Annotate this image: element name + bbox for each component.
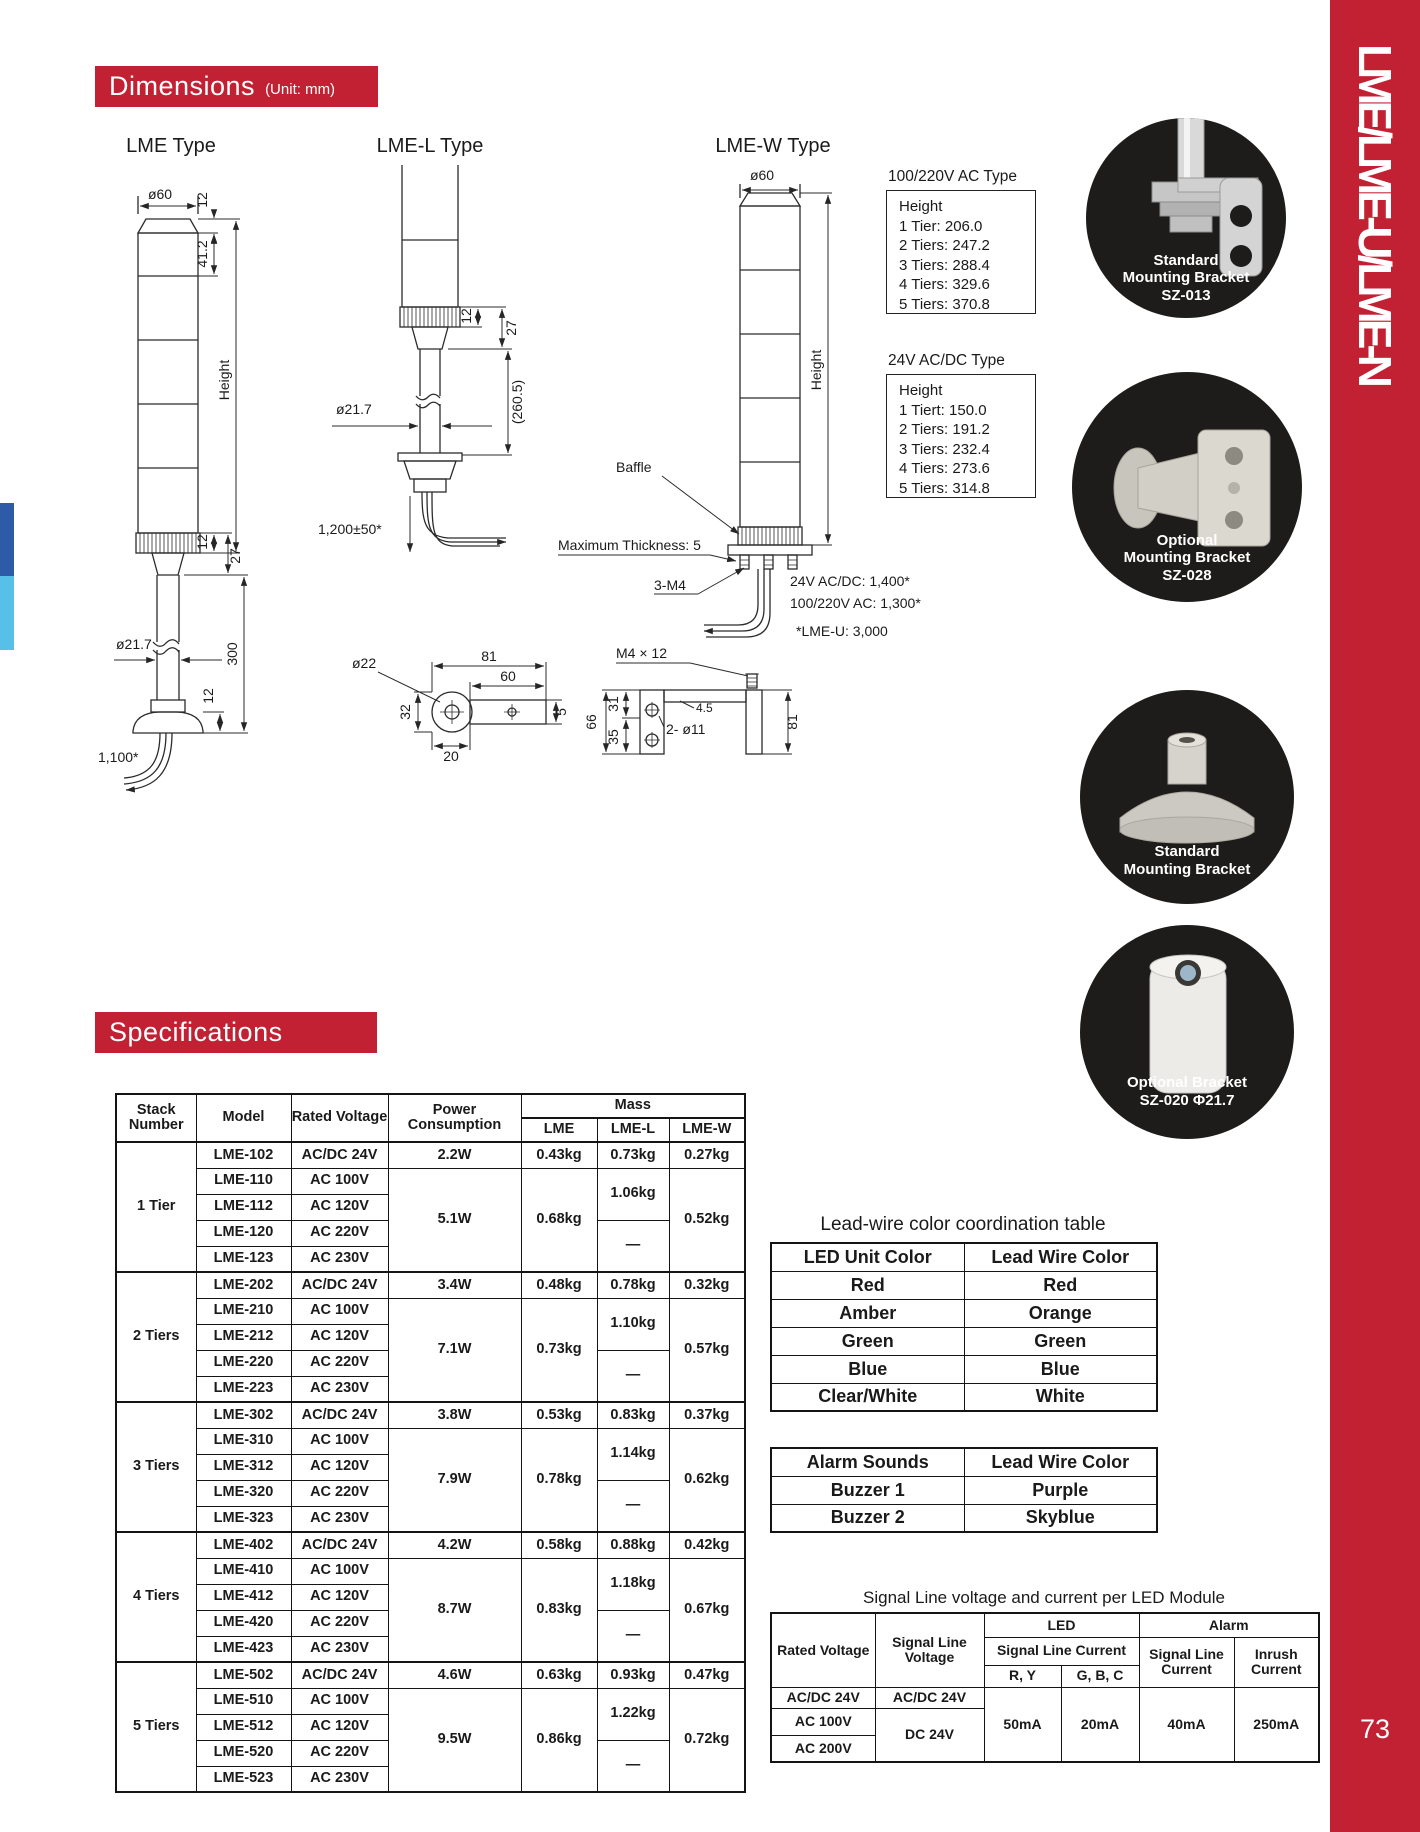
spec-row [116, 1142, 745, 1168]
spec-cell: 0.48kg [521, 1272, 597, 1298]
lead-tbody [771, 1271, 1157, 1411]
bracket-caption [1086, 252, 1286, 305]
spec-cell: LME-302 [196, 1402, 291, 1428]
spec-cell: 0.83kg [521, 1558, 597, 1662]
cell: White [964, 1383, 1157, 1411]
spec-cell: — [597, 1610, 669, 1662]
spec-cell: LME-120 [196, 1220, 291, 1246]
cell: Purple [964, 1476, 1157, 1504]
caption-line: Standard [1154, 843, 1220, 860]
foot-boss-label: 20 [443, 748, 459, 764]
bracket-photo-sz013 [1086, 118, 1286, 318]
lmel-pole-dia-label: ø21.7 [336, 401, 372, 417]
caption-line: Optional Bracket [1126, 1074, 1248, 1091]
spec-cell: 0.57kg [669, 1298, 745, 1402]
spec-row [116, 1532, 745, 1558]
col-stack: Stack Number [116, 1094, 196, 1142]
spec-cell: LME-520 [196, 1740, 291, 1766]
caption-line: SZ-013 [1161, 286, 1211, 304]
caption-line: Mounting Bracket [1123, 549, 1251, 566]
lmew-screws-label: 3-M4 [654, 577, 686, 593]
bracket-caption [1080, 843, 1294, 878]
lme-dia-label: ø60 [147, 186, 173, 202]
spec-cell: 3.8W [388, 1402, 521, 1428]
height-table-dc-title: 24V AC/DC Type [888, 352, 1005, 369]
spec-cell: LME-312 [196, 1454, 291, 1480]
spec-cell: AC 230V [291, 1246, 388, 1272]
spec-cell: AC/DC 24V [291, 1402, 388, 1428]
bracket-photo-sz020 [1080, 925, 1294, 1139]
foot-thick-label: 5 [553, 708, 569, 716]
sig-col-linev: Signal Line Voltage [875, 1613, 984, 1687]
caption-line: Optional [1156, 531, 1218, 549]
sig-col-slc: Signal Line Current [984, 1637, 1139, 1665]
col-lmel: LME-L [597, 1118, 669, 1142]
wall-h35-label: 35 [605, 729, 621, 745]
height-line: 2 Tiers: 191.2 [899, 421, 990, 438]
wall-screw-label: M4 × 12 [616, 645, 667, 661]
dimensions-unit: (Unit: mm) [265, 81, 336, 98]
lead-wire-title: Lead-wire color coordination table [820, 1214, 1106, 1235]
col-mass: Mass [521, 1094, 745, 1118]
bracket-caption [1080, 1074, 1294, 1109]
spec-cell: AC 120V [291, 1194, 388, 1220]
sig-col-gbc: G, B, C [1061, 1665, 1139, 1687]
height-line: 1 Tier: 206.0 [899, 217, 983, 235]
spec-cell: LME-323 [196, 1506, 291, 1532]
sig-cell: 40mA [1139, 1687, 1234, 1762]
lme-flange-label: 12 [200, 688, 216, 704]
sig-col-alarm: Alarm [1139, 1613, 1319, 1637]
height-line: 2 Tiers: 247.2 [899, 237, 990, 254]
spec-cell: 3.4W [388, 1272, 521, 1298]
spec-cell: AC 230V [291, 1506, 388, 1532]
spec-cell: LME-502 [196, 1662, 291, 1688]
spec-cell: 1.14kg [597, 1428, 669, 1480]
spec-cell: AC 100V [291, 1298, 388, 1324]
spec-cell: LME-420 [196, 1610, 291, 1636]
wall-w45-label: 4.5 [696, 701, 713, 715]
cell: Blue [771, 1355, 964, 1383]
spec-cell: 0.83kg [597, 1402, 669, 1428]
height-line: 1 Tiert: 150.0 [899, 401, 987, 419]
spec-cell: LME-102 [196, 1142, 291, 1168]
cell: Green [964, 1327, 1157, 1355]
lead-wire-table [770, 1242, 1158, 1412]
spec-tbody [116, 1142, 745, 1792]
lme-tier-label: 41.2 [194, 240, 210, 268]
spec-row [116, 1168, 745, 1194]
sig-cell: AC/DC 24V [771, 1687, 875, 1708]
spec-cell: LME-320 [196, 1480, 291, 1506]
sig-col-slc2: Signal Line Current [1139, 1637, 1234, 1687]
table-row [771, 1383, 1157, 1411]
sig-col-inrush: Inrush Current [1234, 1637, 1319, 1687]
caption-line: Mounting Bracket [1123, 860, 1251, 878]
lmel-cable-label: 1,200±50* [318, 521, 382, 537]
spec-cell: 7.9W [388, 1428, 521, 1532]
lmew-cable24-label: 24V AC/DC: 1,400* [790, 573, 910, 589]
spec-cell: — [597, 1740, 669, 1792]
sig-col-ry: R, Y [984, 1665, 1061, 1687]
spec-cell: 5 Tiers [116, 1662, 196, 1792]
spec-cell: 0.78kg [597, 1272, 669, 1298]
spec-thead [116, 1094, 745, 1142]
spec-cell: LME-410 [196, 1558, 291, 1584]
spec-cell: LME-310 [196, 1428, 291, 1454]
spec-cell: 0.68kg [521, 1168, 597, 1272]
caption-line: Standard [1153, 251, 1219, 269]
wall-holes-label: 2- ø11 [666, 721, 706, 737]
spec-cell: 0.62kg [669, 1428, 745, 1532]
spec-cell: 0.37kg [669, 1402, 745, 1428]
spec-cell: 2.2W [388, 1142, 521, 1168]
bracket-caption [1072, 532, 1302, 585]
spec-cell: 0.63kg [521, 1662, 597, 1688]
spec-cell: 2 Tiers [116, 1272, 196, 1402]
height-line: 5 Tiers: 370.8 [899, 295, 990, 313]
sidebar-vertical-title: LME/LME-U/LME-N [1349, 44, 1401, 383]
spec-row [116, 1298, 745, 1324]
spec-cell: 1.06kg [597, 1168, 669, 1220]
lme-pole-label: 300 [224, 642, 240, 666]
spec-cell: 1.22kg [597, 1688, 669, 1740]
dimensions-header: Dimensions [109, 71, 256, 101]
spec-cell: AC/DC 24V [291, 1142, 388, 1168]
spec-cell: 0.27kg [669, 1142, 745, 1168]
spec-cell: LME-223 [196, 1376, 291, 1402]
spec-cell: AC 220V [291, 1220, 388, 1246]
lmew-baffle-label: Baffle [616, 459, 652, 475]
cell: Red [964, 1271, 1157, 1299]
lmew-cableac-label: 100/220V AC: 1,300* [790, 595, 921, 611]
spec-cell: LME-112 [196, 1194, 291, 1220]
spec-cell: LME-202 [196, 1272, 291, 1298]
caption-line: SZ-028 [1162, 566, 1212, 584]
lme-drawing [114, 196, 248, 790]
spec-cell: 0.42kg [669, 1532, 745, 1558]
spec-cell: 4.6W [388, 1662, 521, 1688]
height-line: Height [899, 382, 943, 399]
cell: Skyblue [964, 1504, 1157, 1532]
spec-cell: — [597, 1220, 669, 1272]
height-line: 3 Tiers: 288.4 [899, 256, 990, 274]
col-voltage: Rated Voltage [291, 1094, 388, 1142]
spec-cell: 4 Tiers [116, 1532, 196, 1662]
lme-rib-label: 12 [194, 534, 210, 550]
table-row [771, 1504, 1157, 1532]
cell: Clear/White [771, 1383, 964, 1411]
cell: Blue [964, 1355, 1157, 1383]
cell: Amber [771, 1299, 964, 1327]
foot-dia-label: ø22 [352, 655, 377, 671]
wall-h31-label: 31 [605, 696, 621, 712]
spec-cell: 0.73kg [597, 1142, 669, 1168]
table-row [771, 1476, 1157, 1504]
spec-cell: AC/DC 24V [291, 1272, 388, 1298]
spec-row [116, 1662, 745, 1688]
spec-cell: 4.2W [388, 1532, 521, 1558]
spec-cell: LME-523 [196, 1766, 291, 1792]
alarm-col-wire: Lead Wire Color [964, 1448, 1157, 1476]
spec-cell: LME-412 [196, 1584, 291, 1610]
cell: Buzzer 2 [771, 1504, 964, 1532]
lmew-title: LME-W Type [715, 135, 831, 157]
spec-cell: 0.88kg [597, 1532, 669, 1558]
spec-cell: 0.32kg [669, 1272, 745, 1298]
lead-col-wire: Lead Wire Color [964, 1243, 1157, 1271]
col-lmew: LME-W [669, 1118, 745, 1142]
spec-cell: AC 120V [291, 1454, 388, 1480]
spec-cell: 0.78kg [521, 1428, 597, 1532]
spec-cell: 0.53kg [521, 1402, 597, 1428]
sig-cell: 250mA [1234, 1687, 1319, 1762]
table-row [771, 1355, 1157, 1383]
signal-title: Signal Line voltage and current per LED Module [863, 1588, 1225, 1607]
spec-cell: AC 120V [291, 1324, 388, 1350]
sig-cell: AC/DC 24V [875, 1687, 984, 1708]
spec-cell: 1.18kg [597, 1558, 669, 1610]
spec-cell: LME-210 [196, 1298, 291, 1324]
spec-cell: 1 Tier [116, 1142, 196, 1272]
spec-cell: AC 220V [291, 1740, 388, 1766]
cell: Green [771, 1327, 964, 1355]
spec-cell: 1.10kg [597, 1298, 669, 1350]
spec-row [116, 1688, 745, 1714]
spec-cell: 0.47kg [669, 1662, 745, 1688]
lmel-neck-label: 27 [503, 320, 519, 336]
lmel-rib-label: 12 [458, 308, 474, 324]
bracket-photo-standard [1080, 690, 1294, 904]
spec-cell: 0.73kg [521, 1298, 597, 1402]
foot-inner-label: 60 [500, 668, 516, 684]
spec-row [116, 1428, 745, 1454]
spec-cell: — [597, 1480, 669, 1532]
specifications-header-band [95, 1012, 377, 1053]
spec-cell: AC 220V [291, 1610, 388, 1636]
lme-title: LME Type [126, 135, 216, 157]
sig-cell: DC 24V [875, 1708, 984, 1762]
spec-cell: LME-110 [196, 1168, 291, 1194]
height-table-ac [886, 190, 1036, 314]
lme-neck-label: 27 [227, 548, 243, 564]
spec-cell: 0.58kg [521, 1532, 597, 1558]
lead-col-unit: LED Unit Color [771, 1243, 964, 1271]
cell: Red [771, 1271, 964, 1299]
table-row [771, 1299, 1157, 1327]
spec-cell: LME-220 [196, 1350, 291, 1376]
spec-cell: 0.43kg [521, 1142, 597, 1168]
sig-cell: 50mA [984, 1687, 1061, 1762]
spec-cell: 9.5W [388, 1688, 521, 1792]
col-lme: LME [521, 1118, 597, 1142]
spec-cell: AC 230V [291, 1376, 388, 1402]
table-row [771, 1327, 1157, 1355]
spec-cell: 3 Tiers [116, 1402, 196, 1532]
height-line: Height [899, 198, 943, 215]
lmel-pole-len-label: (260.5) [509, 379, 525, 425]
sig-cell: AC 200V [771, 1735, 875, 1762]
spec-cell: AC 220V [291, 1350, 388, 1376]
alarm-col-sounds: Alarm Sounds [771, 1448, 964, 1476]
spec-cell: 7.1W [388, 1298, 521, 1402]
height-line: 5 Tiers: 314.8 [899, 479, 990, 497]
spec-cell: AC 100V [291, 1688, 388, 1714]
signal-table [770, 1612, 1320, 1763]
spec-cell: — [597, 1350, 669, 1402]
wall-h81-label: 81 [784, 714, 800, 730]
spec-row [116, 1402, 745, 1428]
lmew-drawing [558, 184, 832, 637]
spec-cell: 0.93kg [597, 1662, 669, 1688]
spec-row [116, 1272, 745, 1298]
spec-cell: LME-512 [196, 1714, 291, 1740]
spec-cell: 0.52kg [669, 1168, 745, 1272]
spec-cell: AC 120V [291, 1584, 388, 1610]
lme-cap-label: 12 [194, 192, 210, 208]
bracket-photo-sz028 [1072, 372, 1302, 602]
spec-cell: 0.67kg [669, 1558, 745, 1662]
wall-h66-label: 66 [583, 714, 599, 730]
spec-cell: 5.1W [388, 1168, 521, 1272]
lme-pole-dia-label: ø21.7 [116, 636, 152, 652]
caption-line: Mounting Bracket [1122, 269, 1250, 286]
table-row [771, 1271, 1157, 1299]
alarm-tbody [771, 1476, 1157, 1532]
spec-cell: AC 100V [291, 1168, 388, 1194]
height-table-dc [886, 374, 1036, 498]
spec-row [116, 1558, 745, 1584]
cell: Orange [964, 1299, 1157, 1327]
specifications-table [115, 1093, 746, 1793]
spec-cell: AC 120V [291, 1714, 388, 1740]
sig-cell: AC 100V [771, 1708, 875, 1735]
lme-height-label: Height [216, 359, 232, 401]
spec-cell: AC 230V [291, 1766, 388, 1792]
height-table-ac-title: 100/220V AC Type [888, 168, 1017, 185]
spec-cell: LME-423 [196, 1636, 291, 1662]
spec-cell: AC 230V [291, 1636, 388, 1662]
spec-cell: 0.72kg [669, 1688, 745, 1792]
height-line: 4 Tiers: 273.6 [899, 460, 990, 477]
lme-cable-label: 1,100* [98, 749, 139, 765]
foot-height-label: 32 [397, 704, 413, 720]
col-power: Power Consumption [388, 1094, 521, 1142]
sig-col-rated: Rated Voltage [771, 1613, 875, 1687]
spec-cell: LME-212 [196, 1324, 291, 1350]
spec-cell: AC 100V [291, 1558, 388, 1584]
spec-cell: AC/DC 24V [291, 1662, 388, 1688]
spec-cell: 8.7W [388, 1558, 521, 1662]
cell: Buzzer 1 [771, 1476, 964, 1504]
page-number: 73 [1359, 1714, 1391, 1744]
height-line: 3 Tiers: 232.4 [899, 440, 990, 458]
alarm-table [770, 1447, 1158, 1533]
lmel-title: LME-L Type [376, 135, 484, 157]
spec-cell: AC 100V [291, 1428, 388, 1454]
spec-cell: 0.86kg [521, 1688, 597, 1792]
specifications-header: Specifications [109, 1017, 283, 1047]
col-model: Model [196, 1094, 291, 1142]
height-line: 4 Tiers: 329.6 [899, 276, 990, 293]
lmew-height-label: Height [808, 349, 824, 391]
lmel-drawing [332, 165, 512, 552]
caption-line: SZ-020 Φ21.7 [1139, 1091, 1235, 1109]
lmew-cableu-label: *LME-U: 3,000 [796, 623, 888, 639]
lmew-max-thickness-label: Maximum Thickness: 5 [558, 537, 701, 553]
foot-outer-label: 81 [481, 648, 497, 664]
lmew-dia-label: ø60 [749, 167, 775, 183]
spec-cell: LME-123 [196, 1246, 291, 1272]
sig-col-led: LED [984, 1613, 1139, 1637]
spec-cell: LME-510 [196, 1688, 291, 1714]
spec-cell: LME-402 [196, 1532, 291, 1558]
spec-cell: AC 220V [291, 1480, 388, 1506]
sig-cell: 20mA [1061, 1687, 1139, 1762]
spec-cell: AC/DC 24V [291, 1532, 388, 1558]
